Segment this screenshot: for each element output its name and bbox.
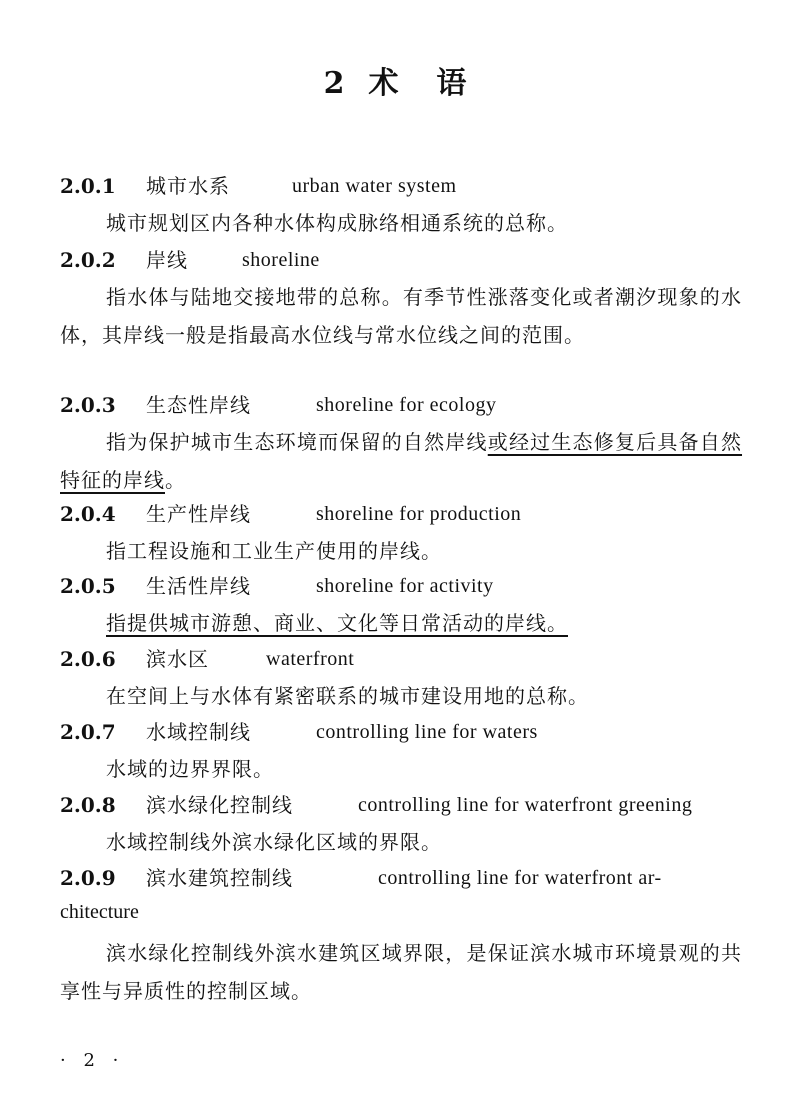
term-number: 2.0.4 [60, 502, 116, 526]
term-cn: 水域控制线 [146, 720, 251, 744]
term-cn: 城市水系 [146, 174, 230, 198]
term-definition: 水域控制线外滨水绿化区域的界限。 [106, 830, 442, 854]
term-cn: 滨水建筑控制线 [146, 866, 293, 890]
term-heading [60, 790, 693, 820]
term-en: shoreline for ecology [316, 394, 497, 416]
term-en: waterfront [266, 648, 355, 670]
term-heading [60, 245, 320, 275]
term-heading [60, 171, 457, 201]
term-definition: 在空间上与水体有紧密联系的城市建设用地的总称。 [106, 684, 589, 708]
term-number: 2.0.5 [60, 574, 116, 598]
term-cn: 生态性岸线 [146, 393, 251, 417]
term-number: 2.0.3 [60, 393, 116, 417]
underlined-text: 指提供城市游憩、商业、文化等日常活动的岸线。 [106, 611, 568, 635]
page-title [0, 58, 790, 102]
term-definition [60, 604, 742, 642]
term-number: 2.0.1 [60, 174, 116, 198]
term-heading [60, 863, 662, 893]
underlined-text: 或经过生态修复后具备自然特征的岸线 [60, 430, 743, 492]
term-number: 2.0.9 [60, 866, 116, 890]
term-cn: 生活性岸线 [146, 574, 251, 598]
chapter-title: 术语 [368, 66, 505, 101]
page-number: · 2 · [60, 1050, 125, 1071]
chapter-number: 2 [323, 66, 347, 101]
term-definition: 指工程设施和工业生产使用的岸线。 [106, 539, 442, 563]
term-en: controlling line for waterfront greening [358, 794, 693, 816]
term-en: shoreline for production [316, 503, 522, 525]
term-number: 2.0.7 [60, 720, 116, 744]
term-en: controlling line for waters [316, 721, 538, 743]
term-cn: 滨水绿化控制线 [146, 793, 293, 817]
term-number: 2.0.8 [60, 793, 116, 817]
term-definition: 指水体与陆地交接地带的总称。有季节性涨落变化或者潮汐现象的水体，其岸线一般是指最高水位线与常水位线之间的范围。 [60, 285, 742, 347]
term-heading [60, 644, 355, 674]
term-definition: 城市规划区内各种水体构成脉络相通系统的总称。 [106, 211, 568, 235]
term-heading [60, 571, 494, 601]
term-en: controlling line for waterfront ar- [378, 867, 662, 889]
term-definition: 指为保护城市生态环境而保留的自然岸线或经过生态修复后具备自然特征的岸线。 [60, 430, 743, 492]
term-heading [60, 499, 522, 529]
term-cn: 生产性岸线 [146, 502, 251, 526]
term-cn: 岸线 [146, 248, 188, 272]
term-definition: 滨水绿化控制线外滨水建筑区域界限，是保证滨水城市环境景观的共享性与异质性的控制区域。 [60, 941, 742, 1003]
term-en: urban water system [292, 175, 457, 197]
term-definition: 水域的边界界限。 [106, 757, 274, 781]
term-en-continuation: chitecture [60, 901, 139, 923]
term-en: shoreline [242, 249, 320, 271]
term-en: shoreline for activity [316, 575, 494, 597]
term-number: 2.0.2 [60, 248, 116, 272]
term-heading [60, 717, 538, 747]
term-heading [60, 390, 497, 420]
term-number: 2.0.6 [60, 647, 116, 671]
term-cn: 滨水区 [146, 647, 209, 671]
